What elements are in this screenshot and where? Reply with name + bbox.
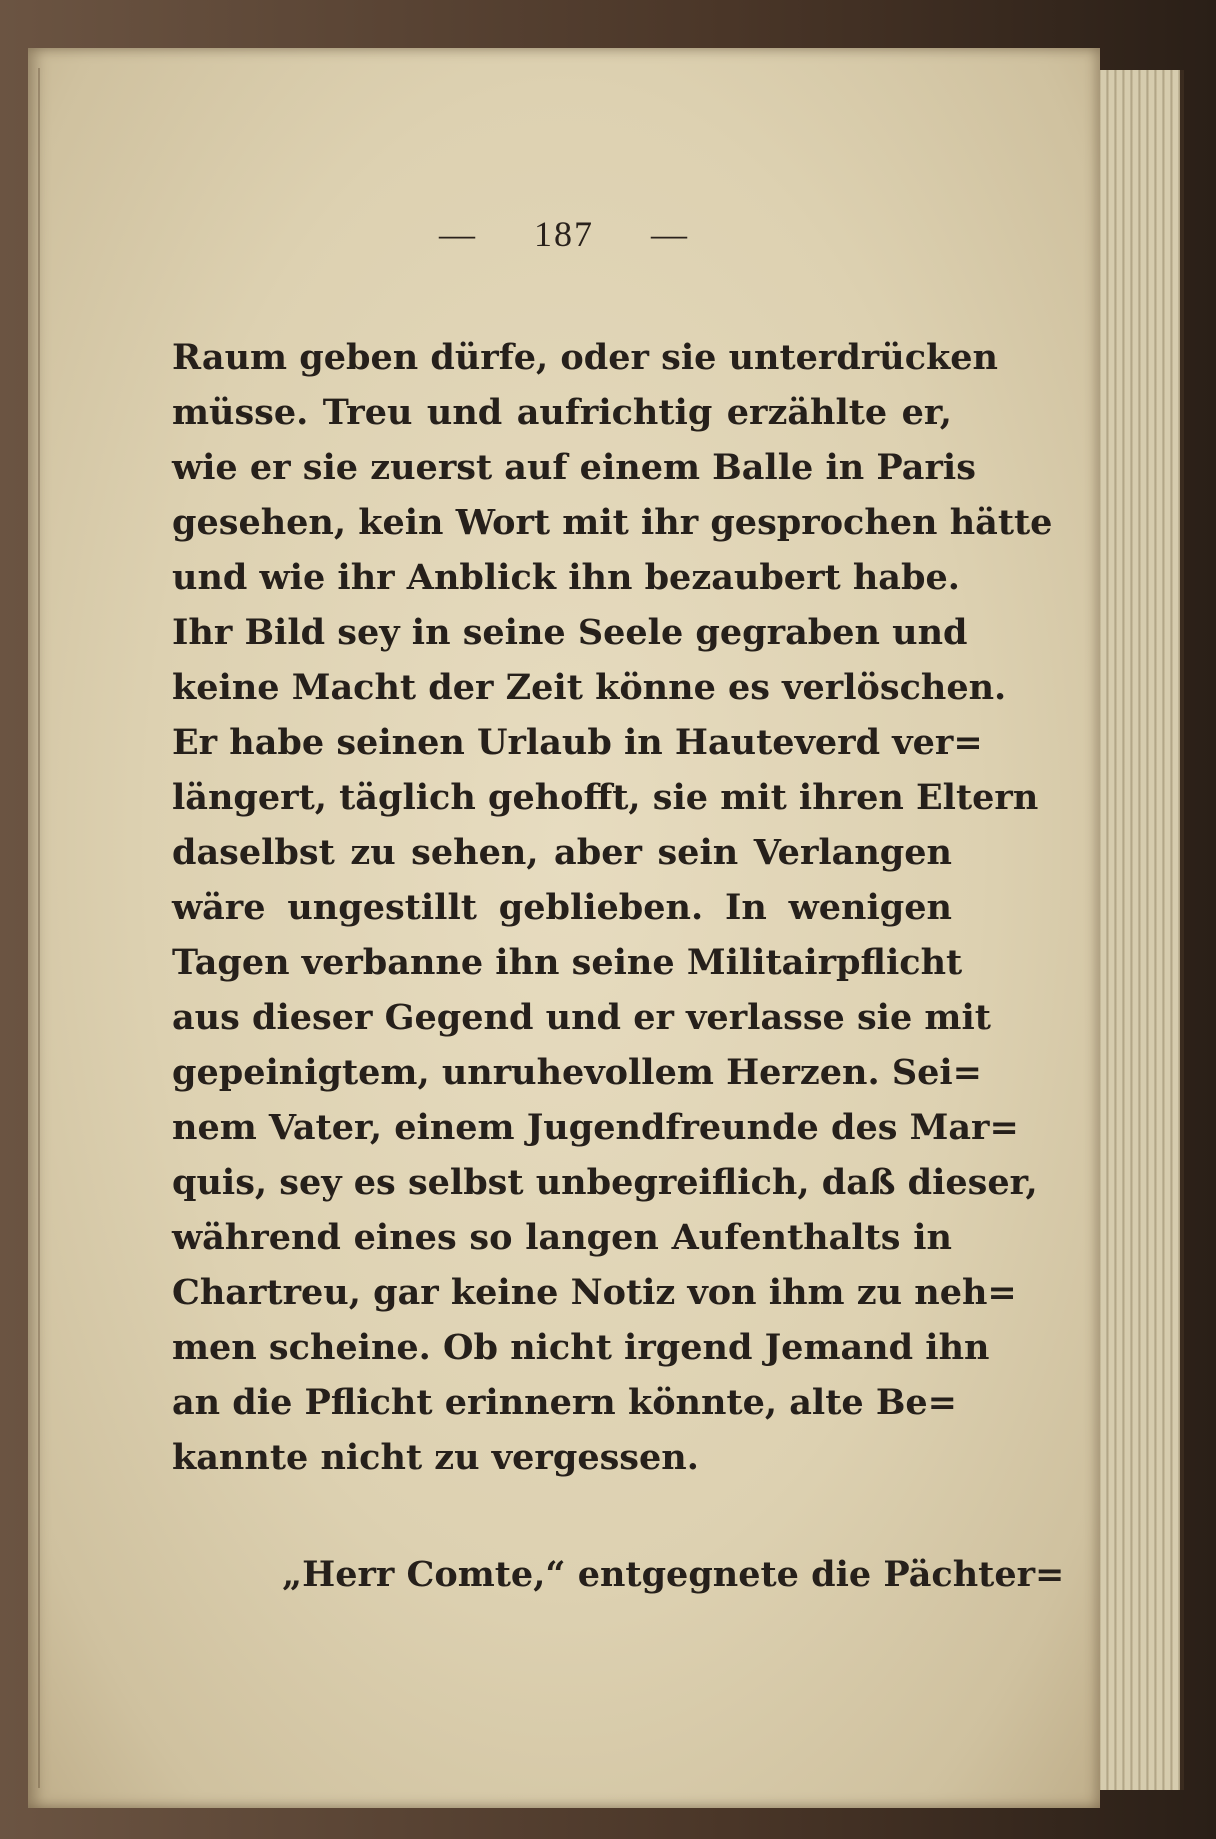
text-line: Chartreu, gar keine Notiz von ihm zu neh= bbox=[172, 1272, 1017, 1313]
text-line: kannte nicht zu vergessen. bbox=[172, 1437, 699, 1478]
text-line: men scheine. Ob nicht irgend Jemand ihn bbox=[172, 1327, 990, 1368]
header-dash-right: — bbox=[651, 214, 689, 254]
text-line: daselbst zu sehen, aber sein Verlangen bbox=[172, 832, 952, 873]
text-line: an die Pflicht erinnern könnte, alte Be= bbox=[172, 1382, 958, 1423]
text-line: längert, täglich gehofft, sie mit ihren Eltern bbox=[172, 777, 1039, 818]
next-paragraph-line: „Herr Comte,“ entgegnete die Pächter= bbox=[282, 1554, 1065, 1595]
paragraph-gap bbox=[172, 1485, 952, 1547]
text-line: und wie ihr Anblick ihn bezaubert habe. bbox=[172, 557, 960, 598]
body-text bbox=[172, 330, 1065, 1602]
text-line: müsse. Treu und aufrichtig erzählte er, bbox=[172, 392, 952, 433]
gutter-line bbox=[38, 68, 40, 1788]
text-line: gepeinigtem, unruhevollem Herzen. Sei= bbox=[172, 1052, 982, 1093]
text-line: wie er sie zuerst auf einem Balle in Paris bbox=[172, 447, 976, 488]
text-line: aus dieser Gegend und er verlasse sie mit bbox=[172, 997, 991, 1038]
header-dash-left: — bbox=[439, 214, 477, 254]
text-line: wäre ungestillt geblieben. In wenigen bbox=[172, 887, 952, 928]
text-line: während eines so langen Aufenthalts in bbox=[172, 1217, 952, 1258]
text-line: keine Macht der Zeit könne es verlöschen. bbox=[172, 667, 1007, 708]
text-line: Ihr Bild sey in seine Seele gegraben und bbox=[172, 612, 968, 653]
text-line: Tagen verbanne ihn seine Militairpflicht bbox=[172, 942, 963, 983]
page-number: 187 bbox=[534, 214, 594, 254]
text-line: quis, sey es selbst unbegreiflich, daß dieser, bbox=[172, 1162, 1038, 1203]
page-header bbox=[28, 213, 1100, 255]
text-line: Er habe seinen Urlaub in Hauteverd ver= bbox=[172, 722, 983, 763]
text-line: gesehen, kein Wort mit ihr gesprochen hätte bbox=[172, 502, 1053, 543]
text-line: nem Vater, einem Jugendfreunde des Mar= bbox=[172, 1107, 1019, 1148]
book-page bbox=[28, 48, 1100, 1808]
text-line: Raum geben dürfe, oder sie unterdrücken bbox=[172, 337, 998, 378]
